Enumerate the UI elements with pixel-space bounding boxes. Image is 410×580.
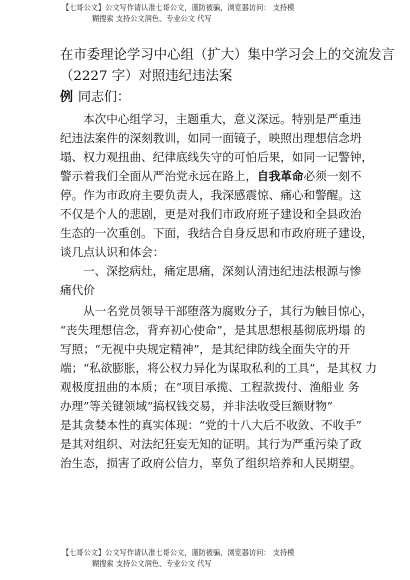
paragraph-2-line: “丧失理想信念，背弃初心使命”，是其思想根基彻底坍塌 的 [60, 323, 366, 337]
paragraph-2-line: 治生态，损害了政府公信力，辜负了组织培养和人民期望。 [60, 456, 362, 470]
paragraph-1-bold-text: 自我革命 [257, 169, 304, 183]
footer-line-1: 【七哥公文】公文写作请认准七哥公文，谨防被骗，浏览器访问： 支持模 [62, 548, 295, 557]
paragraph-2-line: 从一名党员领导干部堕落为腐败分子，其行为触目惊心， [83, 304, 373, 318]
paragraph-1-line: 生态的一次重创。下面，我结合自身反思和市政府班子建设， [60, 226, 374, 240]
salutation-text: 同志们： [78, 90, 131, 105]
paragraph-2-line: 观极度扭曲的本质；在“项目承揽、工程款拨付、渔船业 务 [60, 380, 360, 394]
paragraph-2-line: 端；“私欲膨胀，将公权力异化为谋取私利的工具”，是其权 力 [60, 361, 377, 375]
paragraph-2-line: 办理”等关键领域“搞权钱交易，并非法收受巨额财物” [60, 399, 333, 413]
paragraph-2-line: 写照；“无视中央规定精神”，是其纪律防线全面失守的开 [60, 342, 351, 356]
paragraph-2-line: 是其对组织、对法纪狂妄无知的证明。其行为严重污染了政 [60, 437, 362, 451]
header-line-2: 糊搜索 支持公文润色、专业公文 代写 [92, 14, 212, 23]
page-header [62, 2, 382, 24]
document-title-line-1: 在市委理论学习中心组（扩大）集中学习会上的交流发言 [60, 48, 395, 63]
paragraph-2-line: 是其贪婪本性的真实体现：“党的十八大后不收敛、不收手” [60, 418, 362, 432]
paragraph-1-text: 警示着我们全面从严治党永远在路上， [60, 169, 258, 183]
paragraph-1-line: 纪违法案件的深刻教训，如同一面镜子，映照出理想信念坍 [60, 131, 362, 145]
paragraph-1-line: 不仅是个人的悲剧，更是对我们市政府班子建设和全县政治 [60, 207, 362, 221]
paragraph-1-line: 谈几点认识和体会： [60, 245, 165, 259]
header-line-1: 【七哥公文】公文写作请认准七哥公文，谨防被骗，浏览器访问： 支持模 [62, 3, 295, 12]
paragraph-1-text: 必须一刻不 [303, 169, 362, 183]
section-heading-line: 痛代价 [60, 283, 95, 297]
section-heading-line: 一、深挖病灶，痛定思痛，深刻认清违纪违法根源与惨 [83, 264, 362, 278]
document-title-line-2: （2227 字）对照违纪违法案 [60, 69, 233, 84]
paragraph-2 [60, 302, 388, 473]
paragraph-1-line: 塌、权力观扭曲、纪律底线失守的可怕后果，如同一记警钟， [60, 150, 374, 164]
salutation-prefix: 例 [60, 90, 74, 105]
page-footer [62, 547, 382, 569]
paragraph-1-line: 本次中心组学习，主题重大，意义深远。特别是严重违 [83, 112, 362, 126]
paragraph-1-line [60, 167, 388, 186]
footer-line-2: 糊搜索 支持公文润色、专业公文 代写 [92, 559, 212, 568]
salutation [60, 88, 130, 108]
section-heading-1 [60, 262, 388, 300]
paragraph-1-line: 停。作为市政府主要负责人，我深感震惊、痛心和警醒。这 [60, 188, 362, 202]
paragraph-1 [60, 110, 388, 262]
